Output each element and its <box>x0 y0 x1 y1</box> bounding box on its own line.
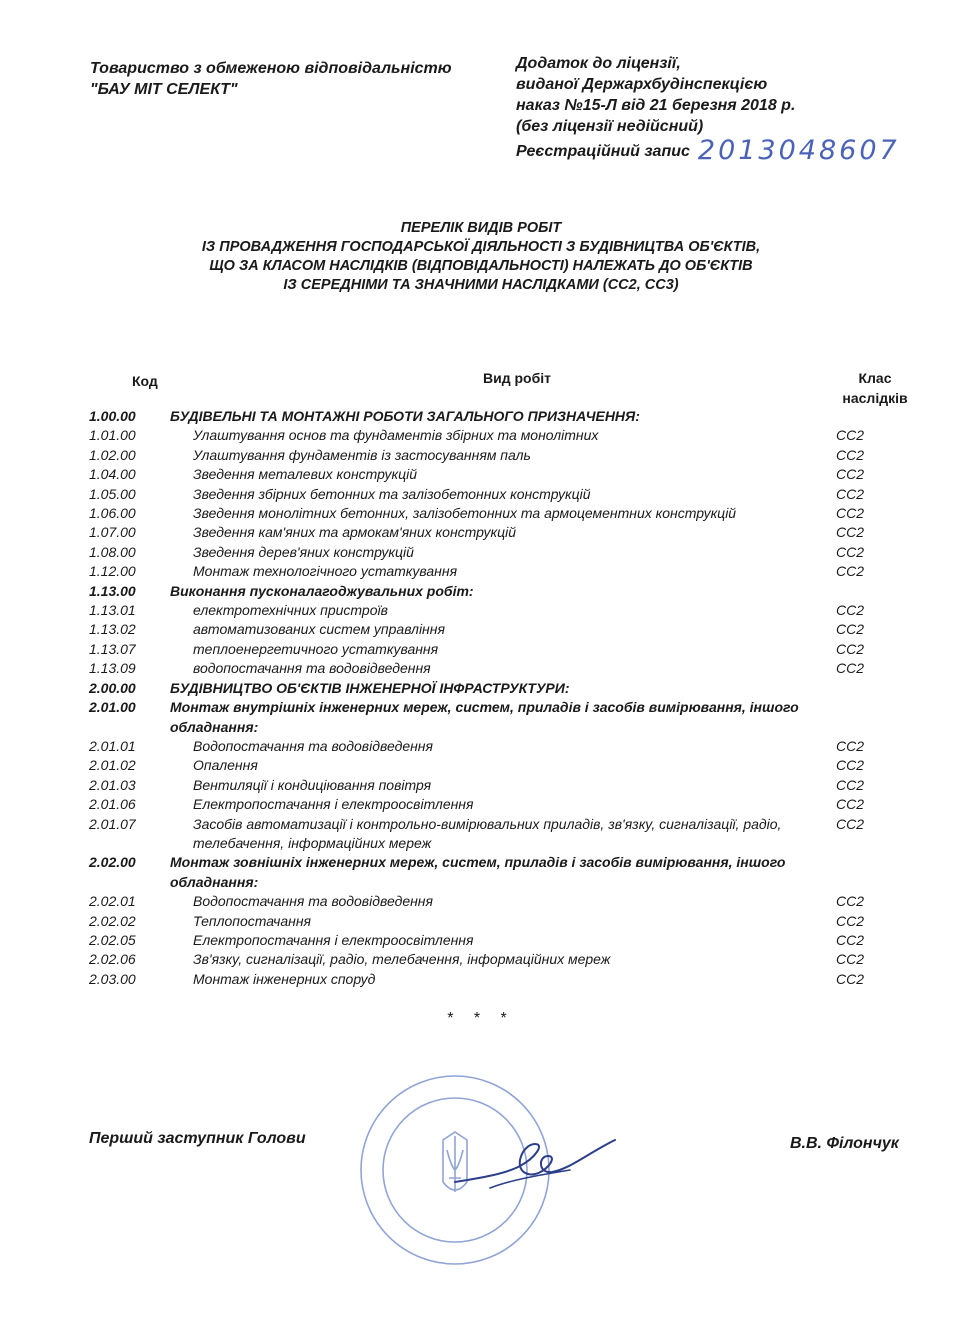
row-consequence-class: СС2 <box>836 446 865 463</box>
row-consequence-class: СС2 <box>836 970 865 987</box>
title-line-3: ЩО ЗА КЛАСОМ НАСЛІДКІВ (ВІДПОВІДАЛЬНОСТІ) НАЛЕЖАТЬ ДО ОБ'ЄКТІВ <box>209 258 753 274</box>
registration-record <box>516 135 900 166</box>
table-row <box>0 407 962 426</box>
company-line-2: "БАУ МІТ СЕЛЕКТ" <box>90 81 238 98</box>
table-row <box>0 582 962 601</box>
table-row <box>0 795 962 814</box>
table-row <box>0 737 962 756</box>
row-work-name: Вентиляції і кондиціювання повітря <box>193 776 432 793</box>
row-code: 1.02.00 <box>89 446 136 463</box>
table-row <box>0 815 962 854</box>
table-row <box>0 756 962 775</box>
row-code: 2.01.06 <box>89 796 136 813</box>
row-work-name: Теплопостачання <box>193 912 312 929</box>
row-consequence-class: СС2 <box>836 737 865 754</box>
row-work-name: Зведення збірних бетонних та залізобетонних конструкцій <box>193 485 591 502</box>
table-row <box>0 776 962 795</box>
row-work-name: Водопостачання та водовідведення <box>193 737 433 754</box>
row-code: 1.07.00 <box>89 524 136 541</box>
row-code: 1.04.00 <box>89 466 136 483</box>
row-code: 2.01.07 <box>89 815 136 832</box>
registration-number: 2013048607 <box>697 135 900 166</box>
row-consequence-class: СС2 <box>836 931 865 948</box>
row-consequence-class: СС2 <box>836 563 865 580</box>
row-consequence-class: СС2 <box>836 524 865 541</box>
row-code: 1.00.00 <box>89 408 136 424</box>
header-consequence-class <box>828 368 922 408</box>
row-code: 1.13.00 <box>89 582 136 599</box>
table-row <box>0 892 962 911</box>
row-consequence-class: СС2 <box>836 602 865 619</box>
row-work-name: Улаштування основ та фундаментів збірних та монолітних <box>193 427 599 444</box>
table-row <box>0 601 962 620</box>
row-consequence-class: СС2 <box>836 485 865 502</box>
row-code: 1.12.00 <box>89 563 136 580</box>
row-work-name: Водопостачання та водовідведення <box>193 893 433 910</box>
header-class-line-2: наслідків <box>842 390 908 406</box>
row-work-name: Опалення <box>193 757 258 774</box>
row-work-name: теплоенергетичного устаткування <box>193 640 439 657</box>
row-work-name: Зв'язку, сигналізації, радіо, телебачення, інформаційних мереж <box>193 951 611 968</box>
row-code: 1.05.00 <box>89 485 136 502</box>
table-row <box>0 659 962 678</box>
header-code: Код <box>132 373 158 389</box>
row-code: 1.13.01 <box>89 602 136 619</box>
row-work-name: БУДІВЕЛЬНІ ТА МОНТАЖНІ РОБОТИ ЗАГАЛЬНОГО ПРИЗНАЧЕННЯ: <box>170 408 640 424</box>
company-line-1: Товариство з обмеженою відповідальністю <box>90 60 452 77</box>
table-row <box>0 970 962 989</box>
table-row <box>0 640 962 659</box>
row-code: 1.13.02 <box>89 621 136 638</box>
row-work-name: Монтаж інженерних споруд <box>193 970 376 987</box>
row-work-name: Монтаж технологічного устаткування <box>193 563 458 580</box>
table-row <box>0 446 962 465</box>
title-line-4: ІЗ СЕРЕДНІМИ ТА ЗНАЧНИМИ НАСЛІДКАМИ (СС2, СС3) <box>283 277 679 293</box>
table-row <box>0 853 962 892</box>
row-consequence-class: СС2 <box>836 640 865 657</box>
row-code: 2.00.00 <box>89 679 136 696</box>
addendum-line-4: (без ліцензії недійсний) <box>516 118 704 135</box>
row-work-name: Електропостачання і електроосвітлення <box>193 931 474 948</box>
row-work-name: Монтаж внутрішніх інженерних мереж, систем, приладів і засобів вимірювання, іншого обладнання: <box>170 699 799 735</box>
row-code: 2.01.00 <box>89 699 136 716</box>
handwritten-signature <box>450 1130 620 1200</box>
title-line-1: ПЕРЕЛІК ВИДІВ РОБІТ <box>400 220 562 236</box>
section-separator-stars: * * * <box>447 1010 515 1027</box>
table-row <box>0 950 962 969</box>
table-row <box>0 620 962 639</box>
signatory-position: Перший заступник Голови <box>89 1130 306 1147</box>
row-code: 2.02.00 <box>89 854 136 871</box>
table-row <box>0 562 962 581</box>
registration-label: Реєстраційний запис <box>516 143 690 160</box>
row-work-name: Виконання пусконалагоджувальних робіт: <box>170 582 474 599</box>
row-code: 2.02.06 <box>89 951 136 968</box>
row-code: 2.01.01 <box>89 737 136 754</box>
addendum-line-1: Додаток до ліцензії, <box>516 55 681 72</box>
row-work-name: Зведення металевих конструкцій <box>193 466 417 483</box>
company-name-block <box>90 58 452 100</box>
signatory-name: В.В. Філончук <box>790 1135 899 1152</box>
row-code: 1.08.00 <box>89 543 136 560</box>
header-class-line-1: Клас <box>858 370 892 386</box>
row-work-name: електротехнічних пристроїв <box>193 602 388 619</box>
table-row <box>0 485 962 504</box>
row-consequence-class: СС2 <box>836 757 865 774</box>
row-code: 2.02.02 <box>89 912 136 929</box>
table-row <box>0 931 962 950</box>
row-consequence-class: СС2 <box>836 815 865 832</box>
row-consequence-class: СС2 <box>836 951 865 968</box>
row-consequence-class: СС2 <box>836 912 865 929</box>
header-work-type: Вид робіт <box>483 370 551 386</box>
row-work-name: водопостачання та водовідведення <box>193 660 431 677</box>
table-row <box>0 912 962 931</box>
row-work-name: Монтаж зовнішніх інженерних мереж, систем, приладів і засобів вимірювання, іншого обладнання: <box>170 854 786 890</box>
table-row <box>0 465 962 484</box>
row-work-name: автоматизованих систем управління <box>193 621 445 638</box>
row-consequence-class: СС2 <box>836 466 865 483</box>
row-code: 2.03.00 <box>89 970 136 987</box>
row-code: 1.06.00 <box>89 505 136 522</box>
row-consequence-class: СС2 <box>836 543 865 560</box>
row-work-name: Засобів автоматизації і контрольно-вимірювальних приладів, зв'язку, сигналізації, радіо, телебачення, інформаційних мереж <box>193 815 782 851</box>
table-row <box>0 426 962 445</box>
row-work-name: Зведення монолітних бетонних, залізобетонних та армоцементних конструкцій <box>193 505 737 522</box>
row-code: 1.13.09 <box>89 660 136 677</box>
works-table <box>0 407 962 989</box>
table-row <box>0 543 962 562</box>
row-work-name: Зведення кам'яних та армокам'яних конструкцій <box>193 524 516 541</box>
row-work-name: Зведення дерев'яних конструкцій <box>193 543 414 560</box>
table-row <box>0 698 962 737</box>
row-consequence-class: СС2 <box>836 505 865 522</box>
row-consequence-class: СС2 <box>836 776 865 793</box>
table-row <box>0 504 962 523</box>
row-work-name: БУДІВНИЦТВО ОБ'ЄКТІВ ІНЖЕНЕРНОЇ ІНФРАСТРУКТУРИ: <box>170 679 570 696</box>
addendum-line-3: наказ №15-Л від 21 березня 2018 р. <box>516 97 796 114</box>
row-code: 2.02.05 <box>89 931 136 948</box>
row-consequence-class: СС2 <box>836 660 865 677</box>
addendum-line-2: виданої Держархбудінспекцією <box>516 76 768 93</box>
title-line-2: ІЗ ПРОВАДЖЕННЯ ГОСПОДАРСЬКОЇ ДІЯЛЬНОСТІ З БУДІВНИЦТВА ОБ'ЄКТІВ, <box>201 239 761 255</box>
row-code: 2.01.03 <box>89 776 136 793</box>
row-code: 2.01.02 <box>89 757 136 774</box>
row-code: 2.02.01 <box>89 893 136 910</box>
addendum-block <box>516 53 900 166</box>
row-consequence-class: СС2 <box>836 796 865 813</box>
row-code: 1.01.00 <box>89 427 136 444</box>
row-consequence-class: СС2 <box>836 427 865 444</box>
table-row <box>0 523 962 542</box>
row-work-name: Улаштування фундаментів із застосуванням паль <box>193 446 531 463</box>
row-consequence-class: СС2 <box>836 621 865 638</box>
row-work-name: Електропостачання і електроосвітлення <box>193 796 474 813</box>
table-row <box>0 679 962 698</box>
row-consequence-class: СС2 <box>836 893 865 910</box>
document-title <box>0 219 962 295</box>
row-code: 1.13.07 <box>89 640 136 657</box>
